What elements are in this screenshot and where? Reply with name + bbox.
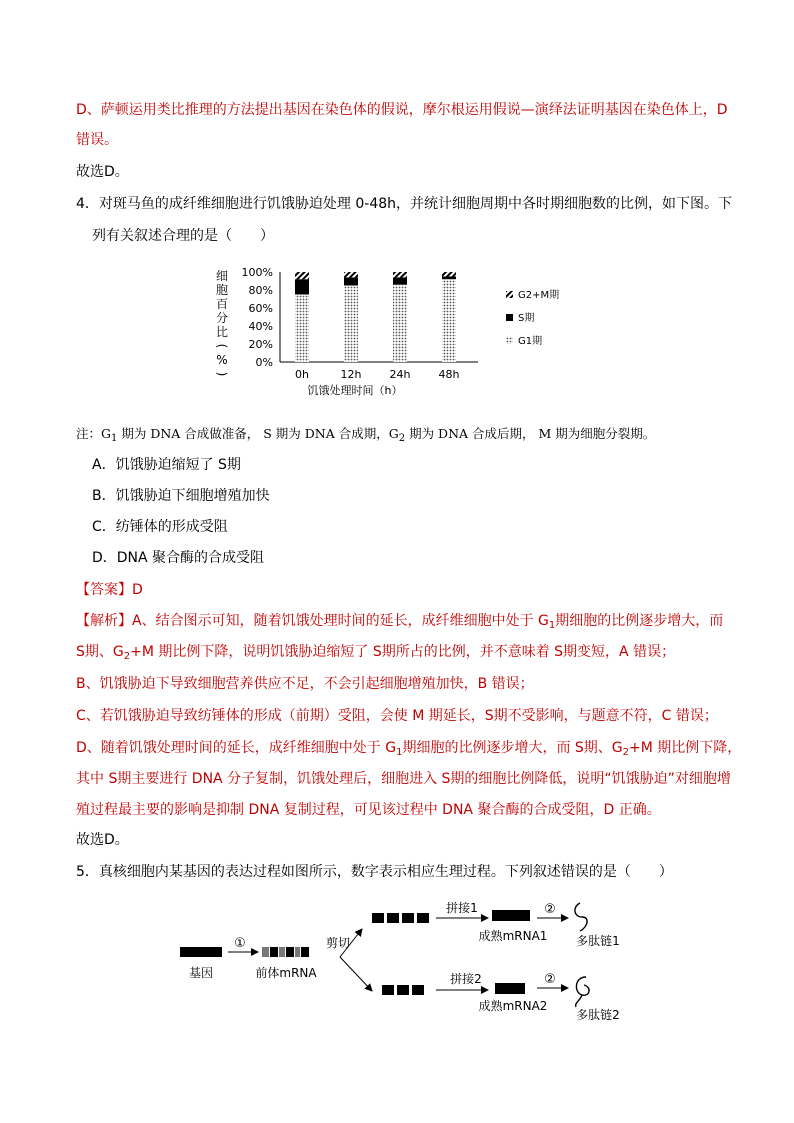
question-4-stem: 4．对斑马鱼的成纤维细胞进行饥饿胁迫处理 0-48h，并统计细胞周期中各时期细胞数的比例，如下图。下 [76,196,733,212]
bar-segment [442,279,456,362]
x-tick-label: 48h [438,368,460,381]
polypeptide-2-shape [576,977,589,1007]
analysis-line: 【解析】A、结合图示可知，随着饥饿处理时间的延长，成纤维细胞中处于 $G_1$期细胞的比例逐步增大，而 [76,613,724,631]
step-1-label: ① [234,936,246,951]
y-tick-label: 60% [248,302,273,315]
y-axis-label-char: ) [215,371,229,377]
text-line: D、萨顿运用类比推理的方法提出基因在染色体的假说，摩尔根运用假说—演绎法证明基因在染色体上，D [76,102,728,118]
gene-label: 基因 [188,966,214,980]
text-line: 故选D。 [76,164,129,180]
bar-segment [393,277,407,284]
exon-blocks-lower [382,985,424,995]
analysis-line: 其中 S期主要进行 DNA 分子复制，饥饿处理后，细胞进入 S期的细胞比例降低，说明“饥饿胁迫”对细胞增 [76,771,731,787]
mature-mrna-2-label: 成熟mRNA2 [478,999,548,1013]
bar-segment [442,272,456,277]
chart-note: 注：$G_1$ 期为 DNA 合成做准备， S 期为 DNA 合成期，$G_2$ 期为 DNA 合成后期， M 期为细胞分裂期。 [76,426,656,444]
y-tick-label: 80% [248,284,273,297]
y-tick-label: 20% [248,338,273,351]
exon-blocks-upper [372,913,429,923]
text-line: 故选D。 [76,832,129,848]
analysis-line: 殖过程最主要的影响是抑制 DNA 复制过程，可见该过程中 DNA 聚合酶的合成受阻，D 正确。 [76,802,661,818]
bar-segment [393,285,407,362]
gene-block [180,947,222,957]
y-axis-label [215,269,229,376]
bar-segment [295,272,309,279]
y-axis-label-char: 细 [215,269,229,283]
splice-1-label: 拼接1 [446,901,478,915]
x-tick-label: 12h [340,368,362,381]
polypeptide-1-label: 多肽链1 [576,934,620,948]
cell-cycle-chart [200,262,600,402]
step-2-label: ② [544,972,556,987]
question-5-stem: 5．真核细胞内某基因的表达过程如图所示，数字表示相应生理过程。下列叙述错误的是（ ） [76,864,673,880]
y-axis-label-char: ( [215,343,229,349]
y-tick-label: 0% [255,356,273,369]
polypeptide-1-shape [575,903,587,931]
legend-swatch [506,337,513,344]
option-d: D．DNA 聚合酶的合成受阻 [92,550,265,566]
legend-swatch [506,291,513,298]
arrow [340,957,372,991]
y-axis-label-char: % [216,353,228,367]
bar-segment [295,295,309,363]
legend-label: G1期 [518,336,543,347]
mature-mrna-1-label: 成熟mRNA1 [478,929,548,943]
mature-mrna-2-block [495,983,525,994]
bar-segment [344,286,358,363]
bar-segment [442,277,456,280]
y-axis-label-char: 比 [215,325,229,339]
bar-segment [295,279,309,294]
y-axis-label-char: 胞 [215,283,229,297]
splice-2-label: 拼接2 [450,972,482,986]
option-a: A．饥饿胁迫缩短了 S期 [92,457,241,473]
analysis-line: S期、$G_2+M$ 期比例下降，说明饥饿胁迫缩短了 S期所占的比例，并不意味着 S期变短，A 错误； [76,644,676,662]
polypeptide-2-label: 多肽链2 [576,1008,620,1022]
option-c: C．纺锤体的形成受阻 [92,519,228,535]
step-2-label: ② [544,902,556,917]
option-b: B．饥饿胁迫下细胞增殖加快 [92,488,270,504]
legend-swatch [506,314,513,321]
cut-label: 剪切 [325,936,351,950]
text-line: 错误。 [76,132,118,148]
pre-mrna-block [262,947,309,957]
bar-segment [393,272,407,277]
answer: 【答案】D [76,582,143,598]
bar-segment [344,277,358,285]
analysis-line: B、饥饿胁迫下导致细胞营养供应不足，不会引起细胞增殖加快，B 错误； [76,676,534,692]
analysis-line: D、随着饥饿处理时间的延长，成纤维细胞中处于 $G_1$期细胞的比例逐步增大，而 S期、$G_2+M$ 期比例下降， [76,740,742,758]
y-tick-label: 100% [241,266,273,279]
x-tick-label: 0h [295,368,309,381]
x-axis-label: 饥饿处理时间（h） [307,384,403,397]
mature-mrna-1-block [492,910,530,921]
y-tick-label: 40% [248,320,273,333]
y-axis-label-char: 分 [215,311,229,325]
gene-expression-diagram [170,895,650,1030]
analysis-line: C、若饥饿胁迫导致纺锤体的形成（前期）受阻，会使 M 期延长，S期不受影响，与题意不符，C 错误； [76,708,718,724]
legend-label: G2+M期 [518,290,560,301]
legend-label: S期 [518,313,535,324]
pre-mrna-label: 前体mRNA [255,966,317,980]
question-4-stem-cont: 列有关叙述合理的是（ ） [92,228,274,244]
x-tick-label: 24h [389,368,411,381]
bar-segment [344,272,358,277]
y-axis-label-char: 百 [215,297,229,311]
